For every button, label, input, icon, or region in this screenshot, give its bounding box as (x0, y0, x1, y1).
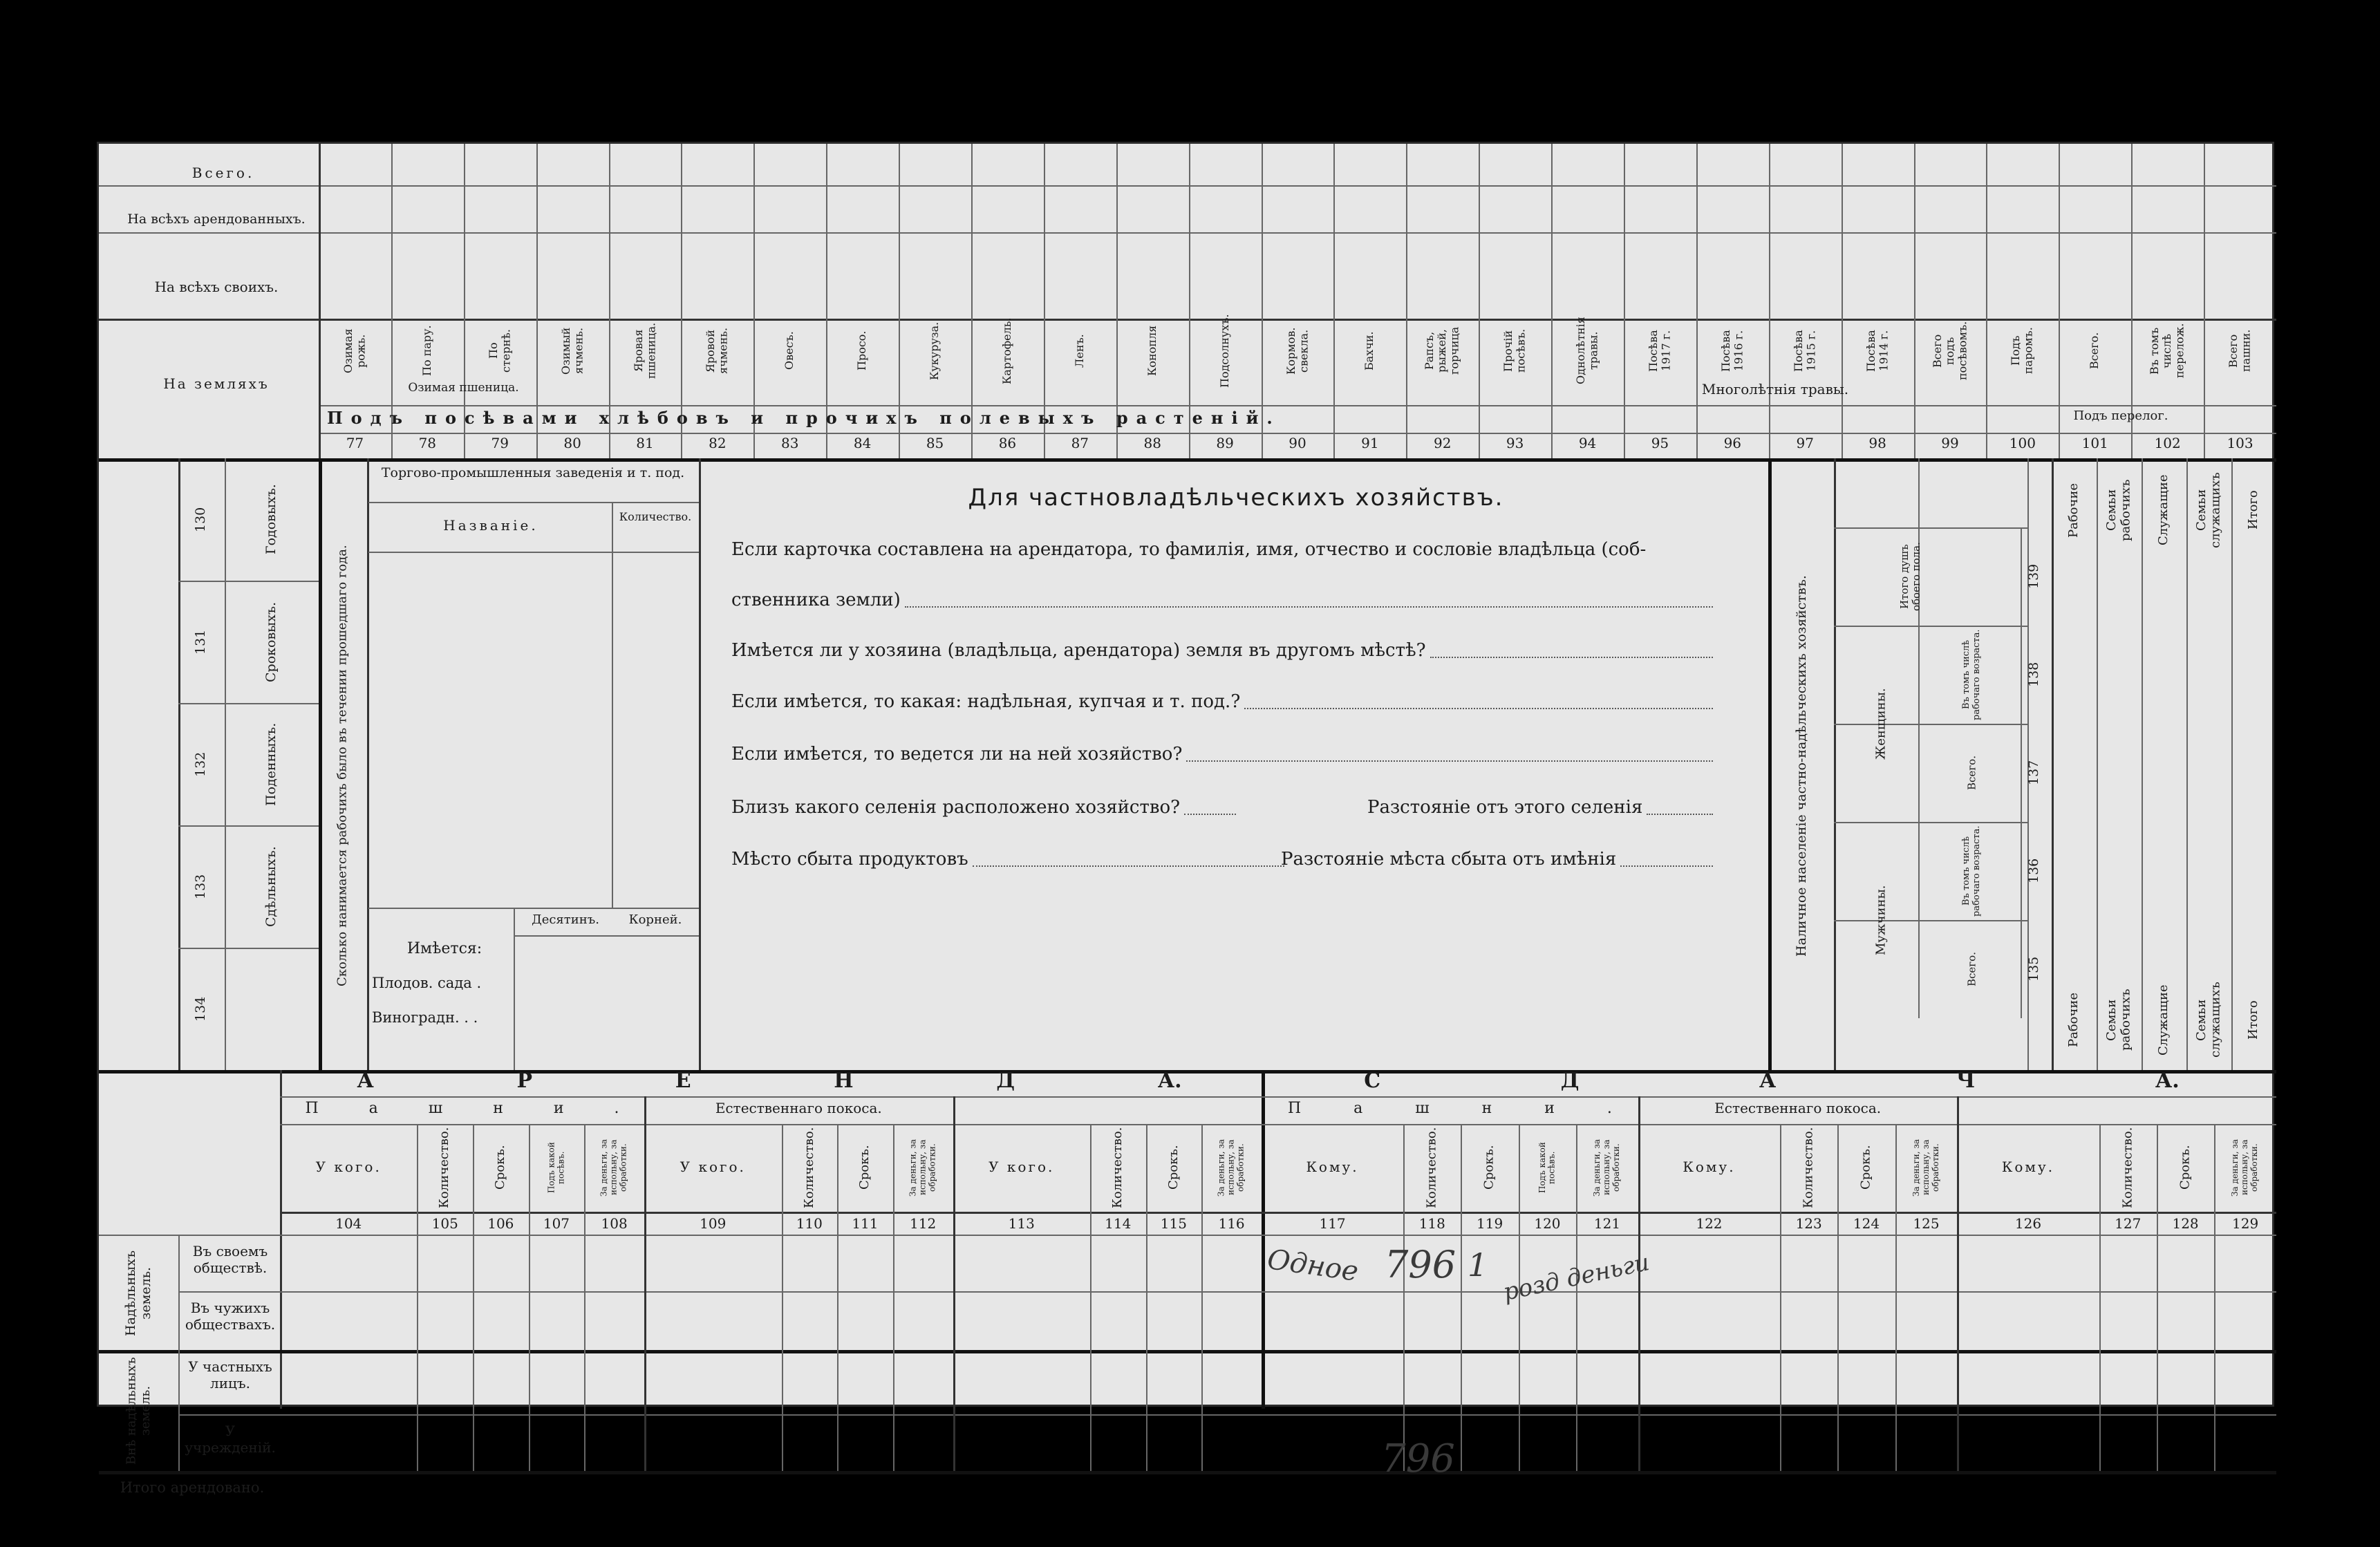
arenda-letter: Е (675, 1069, 691, 1093)
crop-header: Ленъ. (1073, 334, 1087, 368)
lease-header: Количество. (1424, 1127, 1439, 1208)
pop-row-line (1834, 920, 2027, 921)
crop-header: Яровая пшеница. (631, 322, 657, 379)
vinogradn-label: Виноградн. . . (372, 1009, 478, 1026)
vne-nadel-label: Внѣ надѣльныхъ земель. (124, 1357, 153, 1465)
staff-footer: Служащие (2156, 984, 2171, 1056)
col-divider (2204, 144, 2205, 458)
livestock-number: 134 (193, 996, 209, 1022)
lease-subheader: Естественнаго покоса. (1714, 1100, 1882, 1116)
lease-header: Кому. (1683, 1159, 1736, 1175)
col-number: 101 (2081, 435, 2108, 451)
pop-number: 135 (2026, 956, 2042, 982)
staff-footer: Семьи рабочихъ (2103, 988, 2133, 1051)
hw-za: розд деньги (1501, 1248, 1652, 1306)
private-q3: Если имѣется, то какая: надѣльная, купчая и т. под.? (731, 691, 1713, 712)
arenda-letter: А. (1157, 1069, 1182, 1093)
crop-header: Прочій посѣвъ. (1501, 328, 1528, 373)
crop-header: Всего. (2088, 332, 2101, 370)
col-number: 79 (491, 435, 509, 451)
lease-col-number: 122 (1696, 1215, 1723, 1232)
crop-header: Просо. (855, 330, 869, 371)
arenda-letter: Р (516, 1069, 533, 1093)
pop-women: Женщины. (1873, 688, 1889, 760)
hw-qty: 796 (1385, 1243, 1456, 1286)
col-number: 96 (1723, 435, 1742, 451)
lease-col-divider (1638, 1096, 1640, 1471)
crop-header: По стернѣ. (486, 329, 513, 373)
sdacha-letter: Ч (1956, 1069, 1976, 1093)
lease-col-number: 119 (1477, 1215, 1503, 1232)
hw-srok: 1 (1468, 1246, 1488, 1284)
lease-col-number: 129 (2232, 1215, 2259, 1232)
col-number: 86 (998, 435, 1017, 451)
staff-header: Рабочие (2066, 482, 2081, 538)
pod-perelog-label: Подъ перелог. (2073, 409, 2168, 423)
livestock-divider (178, 825, 319, 827)
crop-header: Посѣва 1915 г. (1791, 330, 1818, 372)
lease-col-number: 104 (335, 1215, 362, 1232)
census-card (97, 142, 2274, 1496)
lease-header: Срокъ. (1481, 1145, 1497, 1190)
ozimaya-pshenitsa-label: Озимая пшеница. (408, 381, 519, 395)
lease-row-label: Въ чужихъ обществахъ. (185, 1300, 276, 1333)
lease-col-number: 126 (2014, 1215, 2042, 1232)
crop-header: Картофель. (1000, 317, 1014, 384)
private-q5: Близъ какого селенія расположено хозяйство? (731, 797, 1236, 818)
lease-header: Срокъ. (1165, 1145, 1181, 1190)
sdacha-letter: С (1364, 1069, 1381, 1093)
col-number: 84 (853, 435, 872, 451)
crops-banner: Подъ посѣвами хлѣбовъ и прочихъ полевыхъ растеній. (327, 408, 1281, 428)
livestock-divider (178, 581, 319, 582)
lease-col-divider (1957, 1096, 1959, 1471)
staff-header: Семьи рабочихъ (2103, 479, 2133, 541)
lease-col-number: 121 (1593, 1215, 1621, 1232)
lease-col-number: 113 (1008, 1215, 1035, 1232)
crop-header: Всего подъ посѣвомъ. (1930, 321, 1969, 381)
pop-row-line (1834, 822, 2027, 823)
col-number: 98 (1868, 435, 1886, 451)
lease-header: У кого. (315, 1159, 382, 1175)
lease-col-number: 117 (1319, 1215, 1346, 1232)
arenda-letter: Д (996, 1069, 1015, 1093)
col-number: 102 (2154, 435, 2181, 451)
crop-header: Подъ паромъ. (2009, 327, 2035, 375)
col-number: 88 (1143, 435, 1161, 451)
arenda-letter: Н (834, 1069, 854, 1093)
livestock-divider (178, 703, 319, 704)
private-q6: Мѣсто сбыта продуктовъ (731, 849, 1284, 870)
staff-divider (2097, 458, 2098, 1070)
col-number: 93 (1506, 435, 1524, 451)
crop-header: Рапсъ, рыжей, горчица (1423, 326, 1461, 375)
lease-col-number: 123 (1795, 1215, 1822, 1232)
col-number: 80 (563, 435, 581, 451)
crop-header: Кукуруза. (928, 321, 941, 380)
private-q1: Если карточка составлена на арендатора, то фамилія, имя, отчество и сословіе владѣльца (соб- (731, 539, 1647, 560)
pop-number: 136 (2026, 858, 2042, 884)
crop-header: Однолѣтнія травы. (1574, 317, 1600, 385)
pop-vsego: Всего. (1965, 756, 1978, 790)
col-number: 81 (636, 435, 654, 451)
col-number: 94 (1578, 435, 1597, 451)
lease-col-number: 116 (1218, 1215, 1245, 1232)
pop-row-line (1834, 527, 2027, 529)
lease-col-number: 111 (852, 1215, 879, 1232)
lease-col-number: 106 (487, 1215, 514, 1232)
crop-header: Кормов. свекла. (1284, 327, 1310, 375)
pop-vsego: Всего. (1965, 952, 1978, 986)
staff-footer: Итого (2246, 1000, 2261, 1040)
pop-v-tom: Въ томъ числѣ рабочаго возраста. (1961, 629, 1982, 720)
pop-number: 138 (2026, 662, 2042, 688)
col-number: 95 (1651, 435, 1669, 451)
hw-itogo: 796 (1381, 1436, 1455, 1481)
trade-title: Торгово-промышленныя заведенія и т. под. (381, 465, 685, 480)
arenda-banner (285, 1069, 1253, 1093)
pop-itogo: Итого душъ обоего пола. (1898, 542, 1922, 611)
pop-row-line (1834, 724, 2027, 725)
lease-row-label: У частныхъ лицъ. (188, 1358, 272, 1391)
lease-header: Количество. (801, 1127, 816, 1208)
col-number: 87 (1071, 435, 1089, 451)
lease-header: За деньги, за испольну, за обработки. (2230, 1138, 2260, 1197)
col-number: 77 (346, 435, 364, 451)
lease-header: Срокъ. (857, 1145, 872, 1190)
lease-col-number: 109 (700, 1215, 727, 1232)
private-q1b: ственника земли) (731, 590, 1713, 610)
staff-header: Семьи служащихъ (2193, 472, 2223, 548)
pop-row-line (1834, 626, 2027, 627)
col-number: 89 (1216, 435, 1234, 451)
pop-v-tom: Въ томъ числѣ рабочаго возраста. (1961, 825, 1982, 917)
lease-col-number: 128 (2172, 1215, 2199, 1232)
lease-header: Кому. (2001, 1159, 2055, 1175)
col-number: 83 (781, 435, 799, 451)
lease-row-label: У учрежденій. (185, 1423, 276, 1456)
lease-col-number: 118 (1418, 1215, 1445, 1232)
crop-header: Въ томъ числѣ перелож. (2148, 323, 2186, 379)
arenda-letter: А (357, 1069, 374, 1093)
sdacha-letter: А. (2155, 1069, 2180, 1093)
trade-name-header: Названіе. (443, 517, 538, 534)
col-number: 103 (2227, 435, 2253, 451)
pop-men: Мужчины. (1873, 885, 1889, 955)
desyatin-header: Десятинъ. (532, 912, 599, 927)
crop-header: Подсолнухъ. (1217, 314, 1231, 388)
lease-header: За деньги, за испольну, за обработки. (599, 1138, 628, 1197)
trade-qty-header: Количество. (619, 510, 692, 523)
plodov-sada-label: Плодов. сада . (372, 975, 482, 991)
lease-header: Срокъ. (492, 1145, 507, 1190)
livestock-label: Сроковыхъ. (263, 601, 279, 682)
col-number: 97 (1796, 435, 1814, 451)
lease-subheader: П а ш н и . (305, 1100, 619, 1117)
lease-col-number: 115 (1160, 1215, 1187, 1232)
private-q4: Если имѣется, то ведется ли на ней хозяйство? (731, 744, 1713, 765)
livestock-number: 133 (193, 874, 209, 899)
lease-row-label-total: Итого арендовано. (120, 1479, 265, 1496)
private-q2: Имѣется ли у хозяина (владѣльца, арендатора) земля въ другомъ мѣстѣ? (731, 640, 1713, 661)
staff-header: Служащие (2156, 474, 2171, 546)
pop-divider (2021, 527, 2022, 1018)
lease-subheader: П а ш н и . (1287, 1100, 1612, 1117)
crop-header: Конопля (1145, 325, 1159, 377)
col-number: 85 (926, 435, 944, 451)
pop-number: 137 (2026, 760, 2042, 786)
row-label-total: Всего. (191, 165, 255, 181)
private-q5b: Разстояніе отъ этого селенія (1367, 797, 1713, 818)
crop-header: Озимая рожь. (341, 328, 368, 373)
lease-header: Подъ какой посѣвъ. (1537, 1142, 1557, 1193)
lease-header: Количество. (1801, 1127, 1816, 1208)
col-number: 100 (2009, 435, 2036, 451)
lease-col-number: 125 (1913, 1215, 1940, 1232)
lease-col-number: 105 (431, 1215, 458, 1232)
staff-divider (2231, 458, 2233, 1070)
lease-col-number: 124 (1853, 1215, 1880, 1232)
row-label-rented: На всѣхъ арендованныхъ. (127, 212, 306, 227)
private-title: Для частновладѣльческихъ хозяйствъ. (968, 484, 1504, 512)
staff-header: Итого (2246, 490, 2261, 530)
col-number: 99 (1941, 435, 1959, 451)
crop-header: Озимый ячмень. (559, 327, 585, 375)
crop-header: Всего пашни. (2227, 329, 2253, 373)
lease-header: За деньги, за испольну, за обработки. (1911, 1138, 1940, 1197)
lease-col-number: 114 (1105, 1215, 1132, 1232)
row-label-own: На всѣхъ своихъ. (154, 279, 279, 295)
hw-komu: Одное (1265, 1244, 1360, 1288)
crop-header: По пару. (420, 325, 434, 377)
staff-footer: Семьи служащихъ (2193, 982, 2223, 1058)
col-number: 78 (418, 435, 437, 451)
lease-header: Срокъ. (2177, 1145, 2193, 1190)
staff-footer: Рабочие (2066, 992, 2081, 1048)
crop-header: Бахчи. (1362, 331, 1376, 371)
workers-question: Сколько нанимается рабочихъ было въ течении прошедшаго года. (335, 545, 350, 987)
lease-header: Количество. (437, 1127, 452, 1208)
crop-header: Овесъ. (783, 331, 796, 371)
lease-header: Срокъ. (1858, 1145, 1873, 1190)
crop-header: Посѣва 1914 г. (1864, 330, 1891, 372)
sdacha-letter: А (1759, 1069, 1777, 1093)
lease-row-label: Въ своемъ обществѣ. (192, 1243, 268, 1276)
livestock-number: 130 (193, 507, 209, 532)
pop-number: 139 (2026, 563, 2042, 590)
sdacha-letter: Д (1560, 1069, 1580, 1093)
lease-header: Подъ какой посѣвъ. (546, 1142, 565, 1193)
livestock-divider (178, 948, 319, 949)
lease-col-number: 107 (543, 1215, 570, 1232)
col-number: 92 (1434, 435, 1452, 451)
col-number: 91 (1361, 435, 1379, 451)
crop-header: Посѣва 1916 г. (1718, 330, 1745, 372)
lease-col-number: 127 (2115, 1215, 2142, 1232)
staff-divider (2142, 458, 2143, 1070)
staff-divider (2186, 458, 2188, 1070)
lease-header: За деньги, за испольну, за обработки. (908, 1138, 937, 1197)
livestock-label: Годовыхъ. (263, 484, 279, 555)
lease-col-divider (644, 1096, 646, 1471)
lease-header: За деньги, за испольну, за обработки. (1592, 1138, 1621, 1197)
col-number: 90 (1289, 435, 1306, 451)
lease-col-number: 112 (910, 1215, 937, 1232)
livestock-label: Поденныхъ. (263, 722, 279, 806)
lease-header: Количество. (1109, 1127, 1125, 1208)
nadel-zemel-label: Надѣльныхъ земель. (123, 1250, 153, 1336)
lease-subheader: Естественнаго покоса. (715, 1100, 882, 1116)
livestock-number: 132 (193, 751, 209, 777)
private-q6b: Разстояніе мѣста сбыта отъ имѣнія (1281, 849, 1713, 870)
col-number: 82 (709, 435, 727, 451)
sdacha-banner (1274, 1069, 2269, 1093)
mnogoletnie-label: Многолѣтнія травы. (1701, 381, 1849, 397)
lease-header: За деньги, за испольну, за обработки. (1216, 1138, 1246, 1197)
livestock-number: 131 (193, 629, 209, 655)
lease-header: Кому. (1306, 1159, 1359, 1175)
lease-header: У кого. (988, 1159, 1055, 1175)
livestock-label: Сдѣльныхъ. (263, 846, 279, 927)
crop-header: Яровой ячмень. (704, 327, 730, 375)
lease-header: У кого. (680, 1159, 746, 1175)
korney-header: Корней. (628, 912, 682, 927)
lease-col-number: 110 (796, 1215, 823, 1232)
lease-col-number: 108 (601, 1215, 628, 1232)
staff-divider (2052, 458, 2054, 1070)
population-title: Наличное населеніе частно-надѣльческихъ хозяйствъ. (1794, 575, 1810, 957)
lease-col-number: 120 (1534, 1215, 1561, 1232)
lease-col-divider (953, 1096, 955, 1471)
imeetsya-label: Имѣется: (406, 940, 482, 957)
lease-header: Количество. (2119, 1127, 2135, 1208)
crop-header: Посѣва 1917 г. (1647, 330, 1673, 372)
row-label-na-zemlyakh: На земляхъ (163, 375, 270, 392)
